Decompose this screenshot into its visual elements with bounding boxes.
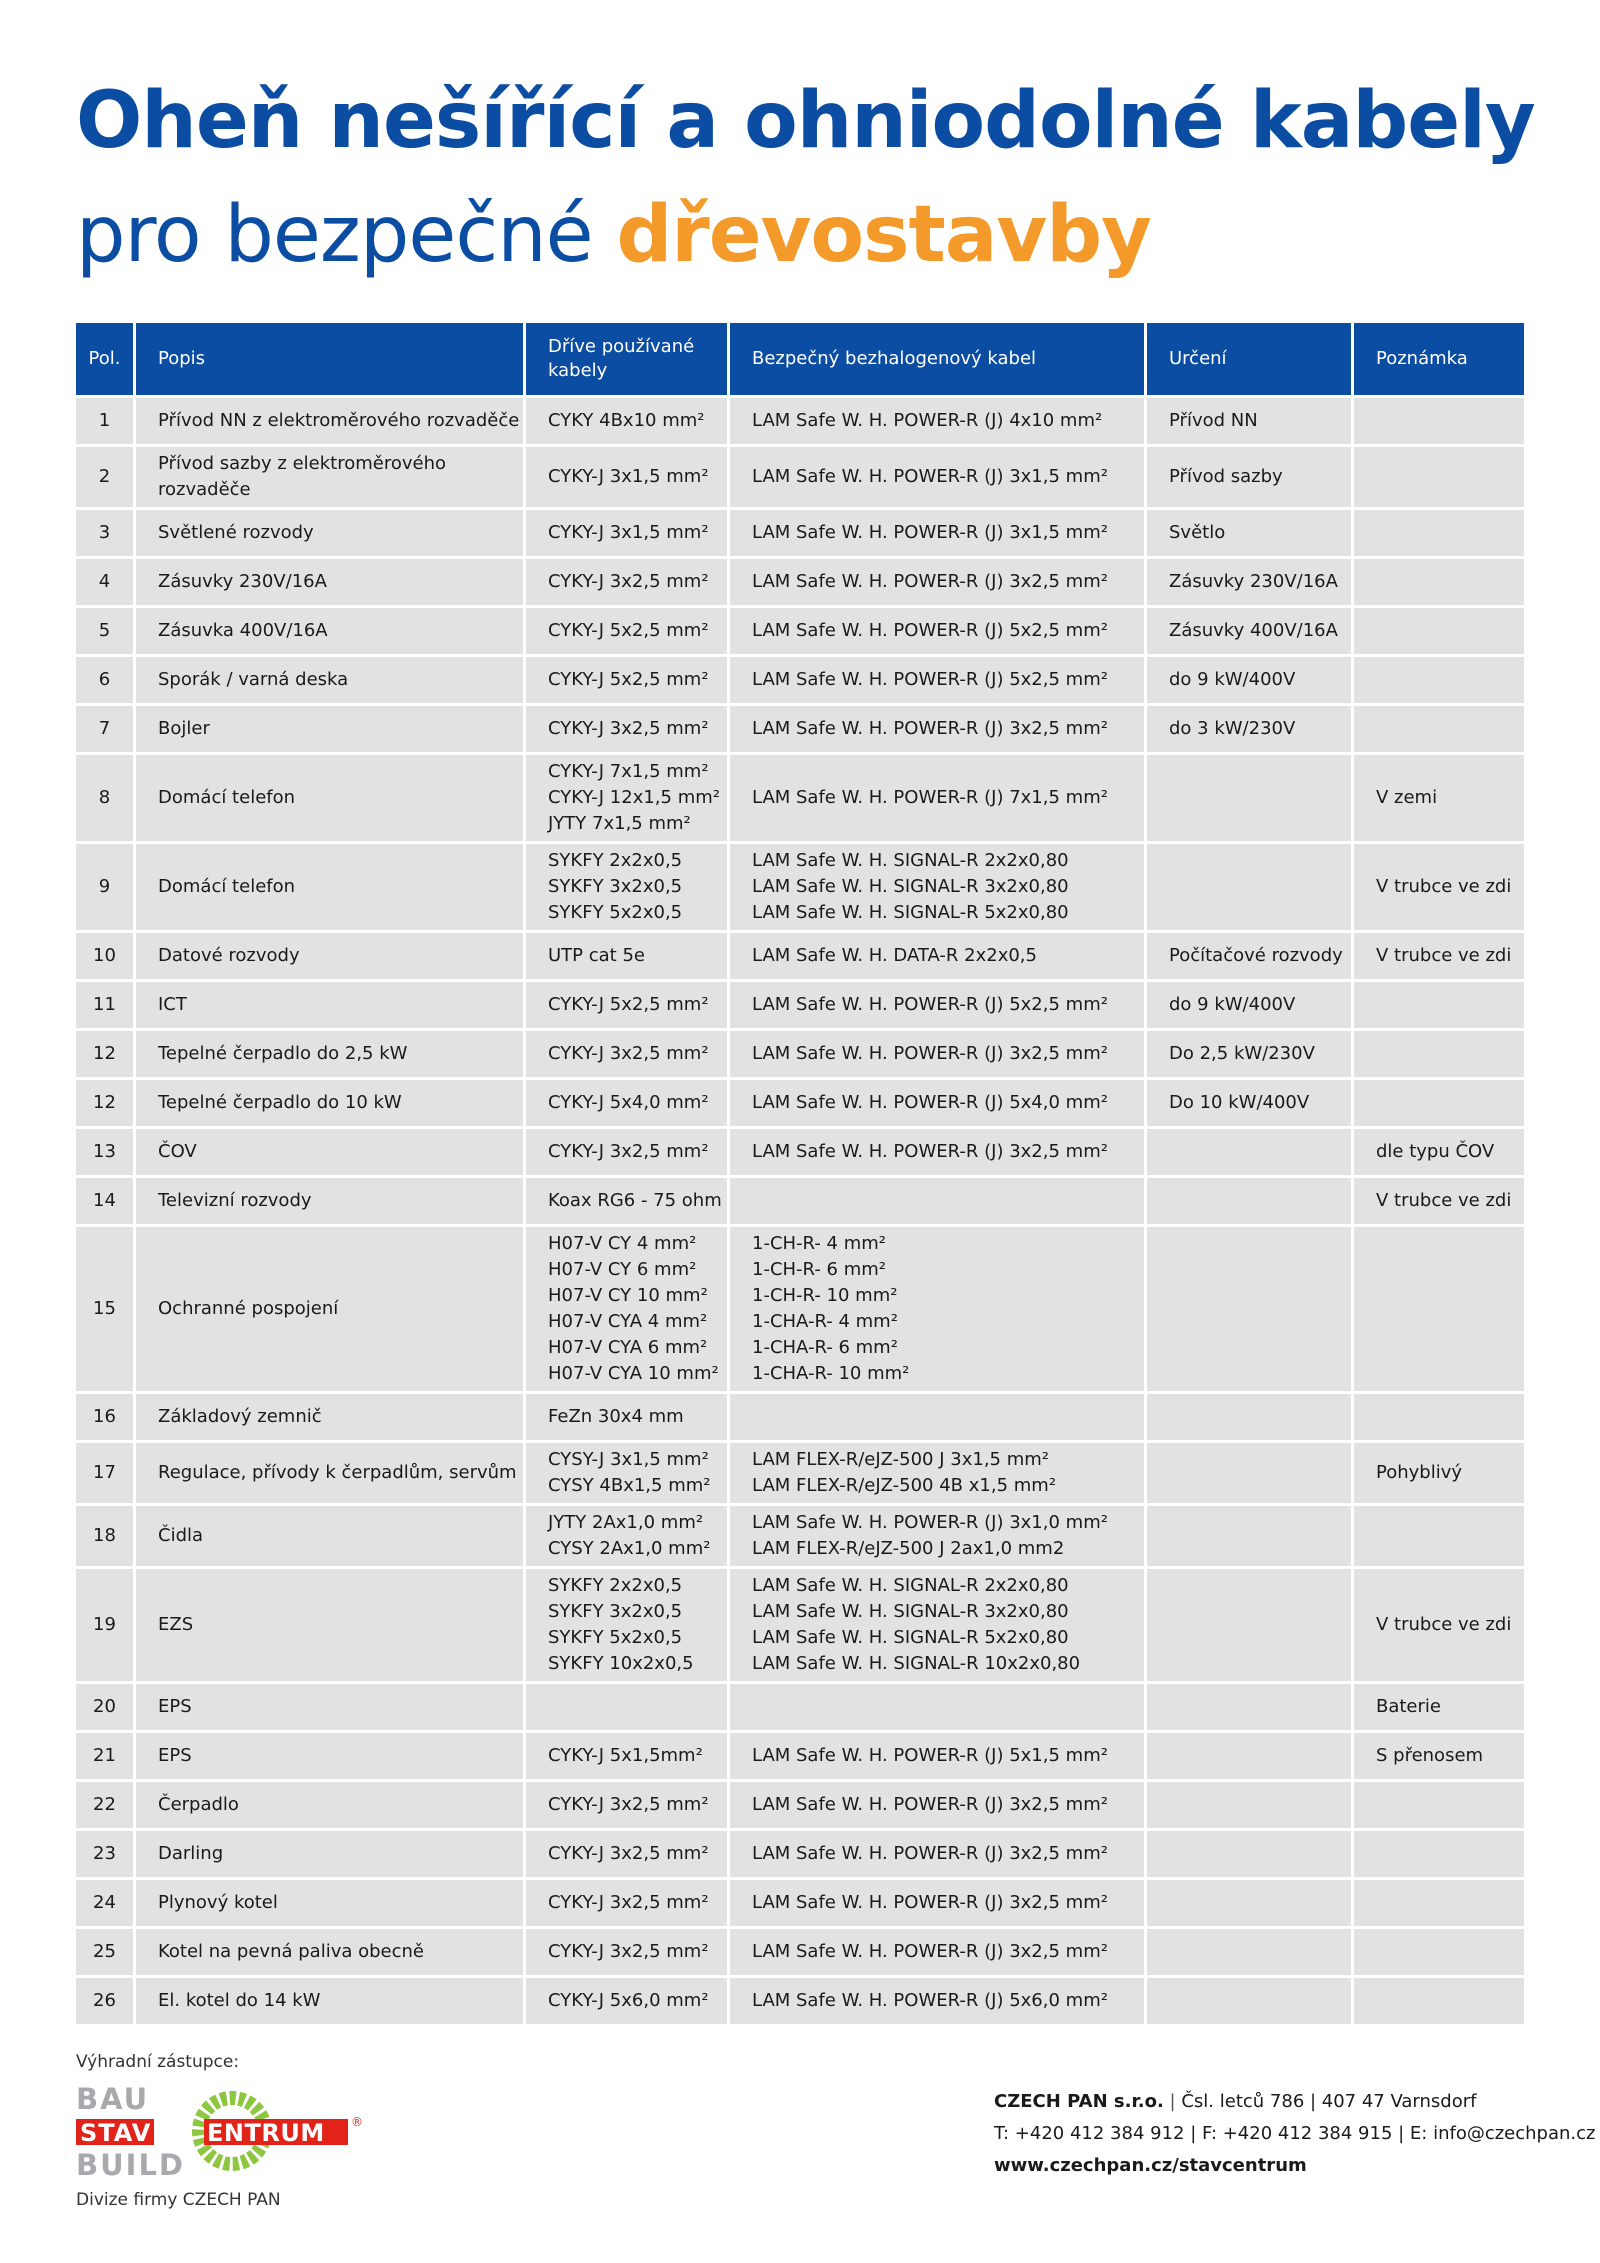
cell-poznamka xyxy=(1354,1031,1524,1077)
cell-urceni: Přívod NN xyxy=(1147,398,1351,444)
table-row xyxy=(76,933,1524,979)
cell-urceni: Světlo xyxy=(1147,510,1351,556)
page-subtitle xyxy=(76,190,1151,280)
cell-popis: Regulace, přívody k čerpadlům, servům xyxy=(136,1443,523,1503)
cell-old-cable: CYKY-J 5x2,5 mm² xyxy=(526,982,727,1028)
cell-urceni xyxy=(1147,1684,1351,1730)
cell-pol: 23 xyxy=(76,1831,133,1877)
cell-poznamka: V trubce ve zdi xyxy=(1354,933,1524,979)
cell-pol: 21 xyxy=(76,1733,133,1779)
table-row xyxy=(76,1929,1524,1975)
cell-pol: 9 xyxy=(76,844,133,930)
logo-entrum: ENTRUM xyxy=(207,2119,325,2147)
cell-pol: 22 xyxy=(76,1782,133,1828)
cell-new-cable: LAM Safe W. H. POWER-R (J) 5x2,5 mm² xyxy=(730,657,1144,703)
cell-popis: Zásuvka 400V/16A xyxy=(136,608,523,654)
cell-pol: 24 xyxy=(76,1880,133,1926)
cell-old-cable: CYKY-J 3x2,5 mm² xyxy=(526,559,727,605)
cell-old-cable: CYKY-J 5x1,5mm² xyxy=(526,1733,727,1779)
cell-new-cable: LAM Safe W. H. POWER-R (J) 4x10 mm² xyxy=(730,398,1144,444)
cell-popis: Plynový kotel xyxy=(136,1880,523,1926)
logo-bau: BAU xyxy=(76,2082,150,2116)
cell-old-cable: CYKY-J 3x2,5 mm² xyxy=(526,1880,727,1926)
page-title: Oheň nešířící a ohniodolné kabely xyxy=(76,76,1535,166)
cell-popis: Sporák / varná deska xyxy=(136,657,523,703)
cell-popis: Přívod NN z elektroměrového rozvaděče xyxy=(136,398,523,444)
header-old-cables: Dříve používané kabely xyxy=(526,323,727,395)
cell-urceni xyxy=(1147,1733,1351,1779)
cell-old-cable: SYKFY 2x2x0,5 SYKFY 3x2x0,5 SYKFY 5x2x0,5 xyxy=(526,844,727,930)
cell-urceni xyxy=(1147,1129,1351,1175)
cell-poznamka: V trubce ve zdi xyxy=(1354,1569,1524,1681)
cell-urceni xyxy=(1147,1506,1351,1566)
table-row xyxy=(76,1978,1524,2024)
cell-urceni: Přívod sazby xyxy=(1147,447,1351,507)
cell-new-cable: LAM Safe W. H. POWER-R (J) 3x1,0 mm² LAM FLEX-R/eJZ-500 J 2ax1,0 mm2 xyxy=(730,1506,1144,1566)
table-row xyxy=(76,1129,1524,1175)
cell-poznamka: dle typu ČOV xyxy=(1354,1129,1524,1175)
cell-pol: 16 xyxy=(76,1394,133,1440)
cell-pol: 8 xyxy=(76,755,133,841)
header-poznamka: Poznámka xyxy=(1354,323,1524,395)
cell-new-cable: LAM FLEX-R/eJZ-500 J 3x1,5 mm² LAM FLEX-R/eJZ-500 4B x1,5 mm² xyxy=(730,1443,1144,1503)
cell-urceni xyxy=(1147,1880,1351,1926)
cell-pol: 3 xyxy=(76,510,133,556)
cell-pol: 1 xyxy=(76,398,133,444)
cell-old-cable: CYKY-J 3x2,5 mm² xyxy=(526,1782,727,1828)
cell-urceni xyxy=(1147,844,1351,930)
cell-popis: Bojler xyxy=(136,706,523,752)
table-row xyxy=(76,1684,1524,1730)
cell-poznamka: V zemi xyxy=(1354,755,1524,841)
cell-popis: EZS xyxy=(136,1569,523,1681)
cell-new-cable: LAM Safe W. H. DATA-R 2x2x0,5 xyxy=(730,933,1144,979)
cell-new-cable xyxy=(730,1178,1144,1224)
company-name: CZECH PAN s.r.o. xyxy=(994,2091,1164,2112)
cell-old-cable: CYKY 4Bx10 mm² xyxy=(526,398,727,444)
cell-poznamka xyxy=(1354,1831,1524,1877)
table-row xyxy=(76,1880,1524,1926)
company-website[interactable]: www.czechpan.cz/stavcentrum xyxy=(994,2155,1307,2176)
logo-stav: STAV xyxy=(80,2119,152,2147)
table-row xyxy=(76,1227,1524,1391)
cell-old-cable: CYKY-J 5x4,0 mm² xyxy=(526,1080,727,1126)
cell-pol: 13 xyxy=(76,1129,133,1175)
cell-urceni: Zásuvky 400V/16A xyxy=(1147,608,1351,654)
table-row xyxy=(76,844,1524,930)
cell-urceni xyxy=(1147,1978,1351,2024)
cell-poznamka: S přenosem xyxy=(1354,1733,1524,1779)
cell-popis: EPS xyxy=(136,1733,523,1779)
cell-poznamka xyxy=(1354,1227,1524,1391)
cell-old-cable: CYKY-J 7x1,5 mm² CYKY-J 12x1,5 mm² JYTY 7x1,5 mm² xyxy=(526,755,727,841)
contact-address-line xyxy=(994,2086,1595,2118)
table-row xyxy=(76,559,1524,605)
cell-urceni xyxy=(1147,1178,1351,1224)
cell-urceni xyxy=(1147,1569,1351,1681)
cell-pol: 10 xyxy=(76,933,133,979)
cell-new-cable: LAM Safe W. H. POWER-R (J) 5x6,0 mm² xyxy=(730,1978,1144,2024)
table-row xyxy=(76,1031,1524,1077)
cell-popis: ČOV xyxy=(136,1129,523,1175)
cell-old-cable: CYKY-J 5x6,0 mm² xyxy=(526,1978,727,2024)
cell-poznamka xyxy=(1354,657,1524,703)
cell-popis: Datové rozvody xyxy=(136,933,523,979)
cell-new-cable: LAM Safe W. H. POWER-R (J) 3x2,5 mm² xyxy=(730,1782,1144,1828)
table-row xyxy=(76,1506,1524,1566)
cell-new-cable xyxy=(730,1394,1144,1440)
cell-old-cable: CYKY-J 3x1,5 mm² xyxy=(526,510,727,556)
cell-old-cable xyxy=(526,1684,727,1730)
cell-old-cable: SYKFY 2x2x0,5 SYKFY 3x2x0,5 SYKFY 5x2x0,5 SYKFY 10x2x0,5 xyxy=(526,1569,727,1681)
table-row xyxy=(76,1569,1524,1681)
division-label: Divize firmy CZECH PAN xyxy=(76,2190,281,2210)
cell-old-cable: CYKY-J 3x2,5 mm² xyxy=(526,1129,727,1175)
cell-pol: 25 xyxy=(76,1929,133,1975)
cell-pol: 12 xyxy=(76,1080,133,1126)
cell-old-cable: CYSY-J 3x1,5 mm² CYSY 4Bx1,5 mm² xyxy=(526,1443,727,1503)
cell-old-cable: UTP cat 5e xyxy=(526,933,727,979)
table-row xyxy=(76,447,1524,507)
cell-old-cable: CYKY-J 3x2,5 mm² xyxy=(526,1929,727,1975)
cell-poznamka xyxy=(1354,608,1524,654)
table-row xyxy=(76,510,1524,556)
cell-urceni: do 9 kW/400V xyxy=(1147,982,1351,1028)
cell-pol: 14 xyxy=(76,1178,133,1224)
cell-new-cable: LAM Safe W. H. POWER-R (J) 3x2,5 mm² xyxy=(730,1129,1144,1175)
cell-pol: 2 xyxy=(76,447,133,507)
cell-urceni: do 9 kW/400V xyxy=(1147,657,1351,703)
cell-old-cable: CYKY-J 3x2,5 mm² xyxy=(526,1831,727,1877)
cell-popis: Zásuvky 230V/16A xyxy=(136,559,523,605)
cell-popis: Základový zemnič xyxy=(136,1394,523,1440)
cell-popis: El. kotel do 14 kW xyxy=(136,1978,523,2024)
cell-new-cable: LAM Safe W. H. POWER-R (J) 3x2,5 mm² xyxy=(730,1929,1144,1975)
cell-urceni xyxy=(1147,1929,1351,1975)
cell-new-cable: LAM Safe W. H. SIGNAL-R 2x2x0,80 LAM Safe W. H. SIGNAL-R 3x2x0,80 LAM Safe W. H. SIGNAL-R 5x2x0,80 LAM Safe W. H. SIGNAL-R 10x2x0,80 xyxy=(730,1569,1144,1681)
logo-graphic xyxy=(76,2082,376,2182)
cell-poznamka xyxy=(1354,1880,1524,1926)
table-header-row xyxy=(76,323,1524,395)
cell-urceni xyxy=(1147,1831,1351,1877)
cell-urceni: Zásuvky 230V/16A xyxy=(1147,559,1351,605)
table-row xyxy=(76,706,1524,752)
subtitle-prefix: pro bezpečné xyxy=(76,190,617,280)
exclusive-representative-label: Výhradní zástupce: xyxy=(76,2052,240,2072)
cell-popis: Tepelné čerpadlo do 10 kW xyxy=(136,1080,523,1126)
cell-poznamka xyxy=(1354,447,1524,507)
cell-popis: Čidla xyxy=(136,1506,523,1566)
cell-old-cable: CYKY-J 5x2,5 mm² xyxy=(526,657,727,703)
cell-popis: Domácí telefon xyxy=(136,755,523,841)
cell-pol: 26 xyxy=(76,1978,133,2024)
cell-new-cable: LAM Safe W. H. POWER-R (J) 5x2,5 mm² xyxy=(730,982,1144,1028)
cell-pol: 7 xyxy=(76,706,133,752)
address-separator: | xyxy=(1169,2091,1176,2112)
cell-urceni xyxy=(1147,1227,1351,1391)
header-popis: Popis xyxy=(136,323,523,395)
cell-pol: 17 xyxy=(76,1443,133,1503)
cell-pol: 12 xyxy=(76,1031,133,1077)
cell-old-cable: CYKY-J 5x2,5 mm² xyxy=(526,608,727,654)
table-row xyxy=(76,398,1524,444)
logo-build: BUILD xyxy=(76,2148,185,2182)
cell-pol: 6 xyxy=(76,657,133,703)
cell-pol: 19 xyxy=(76,1569,133,1681)
header-new-cable: Bezpečný bezhalogenový kabel xyxy=(730,323,1144,395)
table-row xyxy=(76,657,1524,703)
table-row xyxy=(76,1782,1524,1828)
cell-new-cable: LAM Safe W. H. POWER-R (J) 5x2,5 mm² xyxy=(730,608,1144,654)
company-address: Čsl. letců 786 | 407 47 Varnsdorf xyxy=(1181,2091,1477,2112)
cell-new-cable: LAM Safe W. H. POWER-R (J) 5x4,0 mm² xyxy=(730,1080,1144,1126)
cell-new-cable: 1-CH-R- 4 mm² 1-CH-R- 6 mm² 1-CH-R- 10 mm² 1-CHA-R- 4 mm² 1-CHA-R- 6 mm² 1-CHA-R- 10 mm² xyxy=(730,1227,1144,1391)
table-row xyxy=(76,1080,1524,1126)
table-row xyxy=(76,1831,1524,1877)
header-pol: Pol. xyxy=(76,323,133,395)
cell-poznamka xyxy=(1354,1394,1524,1440)
table-row xyxy=(76,1733,1524,1779)
cell-popis: Čerpadlo xyxy=(136,1782,523,1828)
cell-old-cable: CYKY-J 3x1,5 mm² xyxy=(526,447,727,507)
cell-old-cable: FeZn 30x4 mm xyxy=(526,1394,727,1440)
cell-popis: Přívod sazby z elektroměrového rozvaděče xyxy=(136,447,523,507)
cell-new-cable: LAM Safe W. H. POWER-R (J) 5x1,5 mm² xyxy=(730,1733,1144,1779)
cell-poznamka xyxy=(1354,1929,1524,1975)
cable-table xyxy=(73,320,1527,2027)
cell-urceni xyxy=(1147,1782,1351,1828)
cell-urceni xyxy=(1147,755,1351,841)
cell-poznamka xyxy=(1354,1506,1524,1566)
cell-new-cable xyxy=(730,1684,1144,1730)
cell-popis: Televizní rozvody xyxy=(136,1178,523,1224)
cell-pol: 5 xyxy=(76,608,133,654)
table-row xyxy=(76,1443,1524,1503)
cell-popis: ICT xyxy=(136,982,523,1028)
cell-new-cable: LAM Safe W. H. POWER-R (J) 7x1,5 mm² xyxy=(730,755,1144,841)
table-row xyxy=(76,755,1524,841)
cell-pol: 11 xyxy=(76,982,133,1028)
cell-pol: 4 xyxy=(76,559,133,605)
cell-new-cable: LAM Safe W. H. POWER-R (J) 3x2,5 mm² xyxy=(730,706,1144,752)
table-row xyxy=(76,608,1524,654)
cell-poznamka: Pohyblivý xyxy=(1354,1443,1524,1503)
cell-poznamka xyxy=(1354,398,1524,444)
cell-new-cable: LAM Safe W. H. POWER-R (J) 3x1,5 mm² xyxy=(730,510,1144,556)
cell-poznamka xyxy=(1354,559,1524,605)
cell-popis: Tepelné čerpadlo do 2,5 kW xyxy=(136,1031,523,1077)
cell-urceni: Do 2,5 kW/230V xyxy=(1147,1031,1351,1077)
cell-old-cable: CYKY-J 3x2,5 mm² xyxy=(526,706,727,752)
cell-poznamka xyxy=(1354,1080,1524,1126)
cell-poznamka xyxy=(1354,1978,1524,2024)
cell-urceni: Do 10 kW/400V xyxy=(1147,1080,1351,1126)
cell-popis: Světlené rozvody xyxy=(136,510,523,556)
cell-new-cable: LAM Safe W. H. SIGNAL-R 2x2x0,80 LAM Safe W. H. SIGNAL-R 3x2x0,80 LAM Safe W. H. SIGNAL-R 5x2x0,80 xyxy=(730,844,1144,930)
table-body xyxy=(76,398,1524,2024)
table-row xyxy=(76,1394,1524,1440)
cell-pol: 15 xyxy=(76,1227,133,1391)
subtitle-accent: dřevostavby xyxy=(616,190,1151,280)
cell-poznamka: Baterie xyxy=(1354,1684,1524,1730)
cell-new-cable: LAM Safe W. H. POWER-R (J) 3x2,5 mm² xyxy=(730,1831,1144,1877)
cell-popis: EPS xyxy=(136,1684,523,1730)
cell-poznamka xyxy=(1354,1782,1524,1828)
cell-popis: Darling xyxy=(136,1831,523,1877)
cell-pol: 18 xyxy=(76,1506,133,1566)
logo-registered: ® xyxy=(351,2115,363,2129)
cell-new-cable: LAM Safe W. H. POWER-R (J) 3x1,5 mm² xyxy=(730,447,1144,507)
cell-new-cable: LAM Safe W. H. POWER-R (J) 3x2,5 mm² xyxy=(730,1880,1144,1926)
cell-popis: Kotel na pevná paliva obecně xyxy=(136,1929,523,1975)
cell-old-cable: H07-V CY 4 mm² H07-V CY 6 mm² H07-V CY 10 mm² H07-V CYA 4 mm² H07-V CYA 6 mm² H07-V CYA 10 mm² xyxy=(526,1227,727,1391)
cell-old-cable: CYKY-J 3x2,5 mm² xyxy=(526,1031,727,1077)
table-row xyxy=(76,982,1524,1028)
cell-urceni xyxy=(1147,1394,1351,1440)
stavcentrum-logo xyxy=(76,2082,376,2182)
cell-urceni: Počítačové rozvody xyxy=(1147,933,1351,979)
table-row xyxy=(76,1178,1524,1224)
cell-popis: Ochranné pospojení xyxy=(136,1227,523,1391)
cell-new-cable: LAM Safe W. H. POWER-R (J) 3x2,5 mm² xyxy=(730,559,1144,605)
cell-poznamka xyxy=(1354,706,1524,752)
cell-urceni xyxy=(1147,1443,1351,1503)
cell-old-cable: Koax RG6 - 75 ohm xyxy=(526,1178,727,1224)
cell-poznamka xyxy=(1354,510,1524,556)
contact-phone-line: T: +420 412 384 912 | F: +420 412 384 915 | E: info@czechpan.cz xyxy=(994,2123,1596,2144)
cell-old-cable: JYTY 2Ax1,0 mm² CYSY 2Ax1,0 mm² xyxy=(526,1506,727,1566)
cell-pol: 20 xyxy=(76,1684,133,1730)
cell-new-cable: LAM Safe W. H. POWER-R (J) 3x2,5 mm² xyxy=(730,1031,1144,1077)
header-urceni: Určení xyxy=(1147,323,1351,395)
cell-poznamka: V trubce ve zdi xyxy=(1354,844,1524,930)
contact-block xyxy=(994,2086,1595,2182)
cell-poznamka xyxy=(1354,982,1524,1028)
cell-poznamka: V trubce ve zdi xyxy=(1354,1178,1524,1224)
cell-urceni: do 3 kW/230V xyxy=(1147,706,1351,752)
cell-popis: Domácí telefon xyxy=(136,844,523,930)
